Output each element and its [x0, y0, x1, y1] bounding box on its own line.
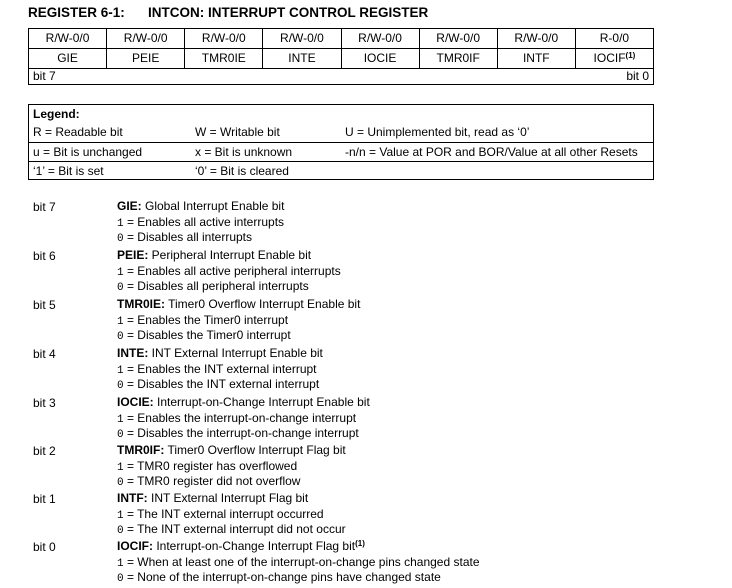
value-zero: 0 [117, 525, 124, 537]
register-number: REGISTER 6-1: [28, 5, 125, 20]
bit-title: Timer0 Overflow Interrupt Flag bit [164, 443, 346, 457]
bit-mnemonic: TMR0IE: [117, 297, 165, 311]
bit-number: bit 1 [33, 492, 56, 506]
set-meaning: = Enables the INT external interrupt [123, 361, 317, 376]
register-title [28, 5, 428, 20]
register-bit-table [28, 28, 654, 85]
value-one: 1 [117, 315, 124, 328]
bit-name-cell: PEIE [107, 49, 185, 68]
bit-name-cell: GIE [29, 49, 107, 68]
value-zero: 0 [117, 573, 124, 585]
value-zero: 0 [117, 282, 124, 294]
legend-heading: Legend: [33, 107, 80, 121]
bit-title: INT External Interrupt Enable bit [148, 346, 323, 360]
set-meaning: = Enables the interrupt-on-change interrupt [123, 410, 357, 425]
bit-mnemonic: INTE: [117, 346, 149, 360]
bit-heading [117, 491, 346, 507]
bit-name-cell: TMR0IE [185, 49, 263, 68]
bit-heading [117, 443, 346, 459]
bit-name-cell-last [576, 49, 653, 68]
access-cell: R-0/0 [599, 31, 630, 45]
bit-number: bit 3 [33, 396, 56, 410]
bit-heading [117, 346, 323, 362]
bit-mnemonic: IOCIF: [117, 539, 153, 553]
value-one: 1 [117, 509, 124, 522]
bit-detail [117, 443, 346, 490]
register-name: INTCON: INTERRUPT CONTROL REGISTER [148, 5, 429, 20]
bit-clear-line [117, 474, 346, 490]
bit-detail [117, 199, 284, 246]
bit-clear-line [117, 328, 360, 344]
clear-meaning: = The INT external interrupt did not occur [123, 522, 346, 536]
msb-label: bit 7 [33, 69, 56, 83]
footnote-marker: (1) [625, 51, 636, 60]
legend-entry: ‘0’ = Bit is cleared [195, 164, 289, 178]
bit-set-line [117, 264, 341, 280]
bit-clear-line [117, 426, 370, 442]
clear-meaning: = Disables all interrupts [123, 230, 252, 244]
bit-title: Interrupt-on-Change Interrupt Enable bit [153, 395, 370, 409]
lsb-label: bit 0 [626, 69, 649, 83]
legend-box [28, 104, 654, 180]
footnote-marker: (1) [355, 539, 365, 548]
legend-entry: R = Readable bit [33, 125, 123, 139]
bit-name-cell: TMR0IF [420, 49, 498, 68]
bit-name-cell: IOCIE [342, 49, 420, 68]
access-cell: R/W-0/0 [185, 29, 263, 48]
bit-title: Timer0 Overflow Interrupt Enable bit [165, 297, 361, 311]
legend-row [29, 142, 653, 162]
set-meaning: = When at least one of the interrupt-on-change pins changed state [123, 554, 480, 569]
set-meaning: = Enables all active peripheral interrupts [123, 263, 341, 278]
bit-position-row [29, 67, 653, 85]
bit-set-line [117, 313, 360, 329]
bit-number: bit 4 [33, 347, 56, 361]
legend-entry: -n/n = Value at POR and BOR/Value at all other Resets [345, 145, 638, 159]
bit-set-line [117, 215, 284, 231]
access-row [29, 29, 653, 48]
legend-row [29, 123, 653, 142]
access-cell: R/W-0/0 [420, 29, 498, 48]
bit-set-line [117, 555, 480, 571]
bit-number: bit 6 [33, 249, 56, 263]
clear-meaning: = None of the interrupt-on-change pins have changed state [123, 570, 441, 584]
value-one: 1 [117, 557, 124, 570]
set-meaning: = TMR0 register has overflowed [123, 458, 298, 473]
access-cell: R/W-0/0 [342, 29, 420, 48]
bit-name-row [29, 48, 653, 69]
bit-number: bit 0 [33, 540, 56, 554]
legend-entry: U = Unimplemented bit, read as ‘0’ [345, 125, 530, 139]
clear-meaning: = TMR0 register did not overflow [123, 474, 301, 488]
legend-row [29, 161, 653, 181]
bit-mnemonic: GIE: [117, 199, 142, 213]
clear-meaning: = Disables the INT external interrupt [123, 377, 320, 391]
bit-clear-line [117, 570, 480, 586]
set-meaning: = Enables all active interrupts [123, 214, 285, 229]
value-one: 1 [117, 266, 124, 279]
value-one: 1 [117, 364, 124, 377]
legend-entry: x = Bit is unknown [195, 145, 293, 159]
legend-entry: W = Writable bit [195, 125, 280, 139]
bit-mnemonic: TMR0IF: [117, 443, 165, 457]
bit-mnemonic: IOCIE: [117, 395, 154, 409]
legend-entry: ‘1’ = Bit is set [33, 164, 104, 178]
bit-set-line [117, 411, 370, 427]
set-meaning: = The INT external interrupt occurred [123, 506, 324, 521]
bit-clear-line [117, 377, 323, 393]
value-one: 1 [117, 217, 124, 230]
bit-name-text: IOCIF [593, 51, 626, 65]
bit-clear-line [117, 279, 341, 295]
bit-heading [117, 297, 360, 313]
bit-name-cell: INTF [498, 49, 576, 68]
value-zero: 0 [117, 233, 124, 245]
bit-title: INT External Interrupt Flag bit [147, 491, 309, 505]
value-zero: 0 [117, 429, 124, 441]
bit-detail [117, 395, 370, 442]
bit-mnemonic: INTF: [117, 491, 148, 505]
bit-detail [117, 491, 346, 538]
value-zero: 0 [117, 380, 124, 392]
bit-set-line [117, 459, 346, 475]
access-cell: R/W-0/0 [498, 29, 576, 48]
access-cell: R/W-0/0 [263, 29, 341, 48]
value-zero: 0 [117, 331, 124, 343]
legend-entry: u = Bit is unchanged [33, 145, 143, 159]
bit-detail [117, 346, 323, 393]
clear-meaning: = Disables all peripheral interrupts [123, 279, 309, 293]
bit-number: bit 5 [33, 298, 56, 312]
bit-title: Global Interrupt Enable bit [141, 199, 285, 213]
bit-clear-line [117, 230, 284, 246]
access-cell: R/W-0/0 [29, 29, 107, 48]
bit-heading [117, 539, 480, 555]
access-cell: R/W-0/0 [107, 29, 185, 48]
bit-set-line [117, 507, 346, 523]
value-zero: 0 [117, 477, 124, 489]
bit-heading [117, 395, 370, 411]
value-one: 1 [117, 461, 124, 474]
bit-clear-line [117, 522, 346, 538]
bit-detail [117, 297, 360, 344]
bit-title: Peripheral Interrupt Enable bit [148, 248, 312, 262]
bit-heading [117, 199, 284, 215]
bit-detail [117, 539, 480, 586]
bit-name-cell: INTE [263, 49, 341, 68]
value-one: 1 [117, 413, 124, 426]
bit-detail [117, 248, 341, 295]
clear-meaning: = Disables the interrupt-on-change interrupt [123, 426, 359, 440]
bit-number: bit 7 [33, 200, 56, 214]
bit-mnemonic: PEIE: [117, 248, 149, 262]
bit-title: Interrupt-on-Change Interrupt Flag bit [153, 539, 356, 553]
bit-set-line [117, 362, 323, 378]
bit-heading [117, 248, 341, 264]
set-meaning: = Enables the Timer0 interrupt [123, 312, 289, 327]
clear-meaning: = Disables the Timer0 interrupt [123, 328, 291, 342]
bit-number: bit 2 [33, 444, 56, 458]
